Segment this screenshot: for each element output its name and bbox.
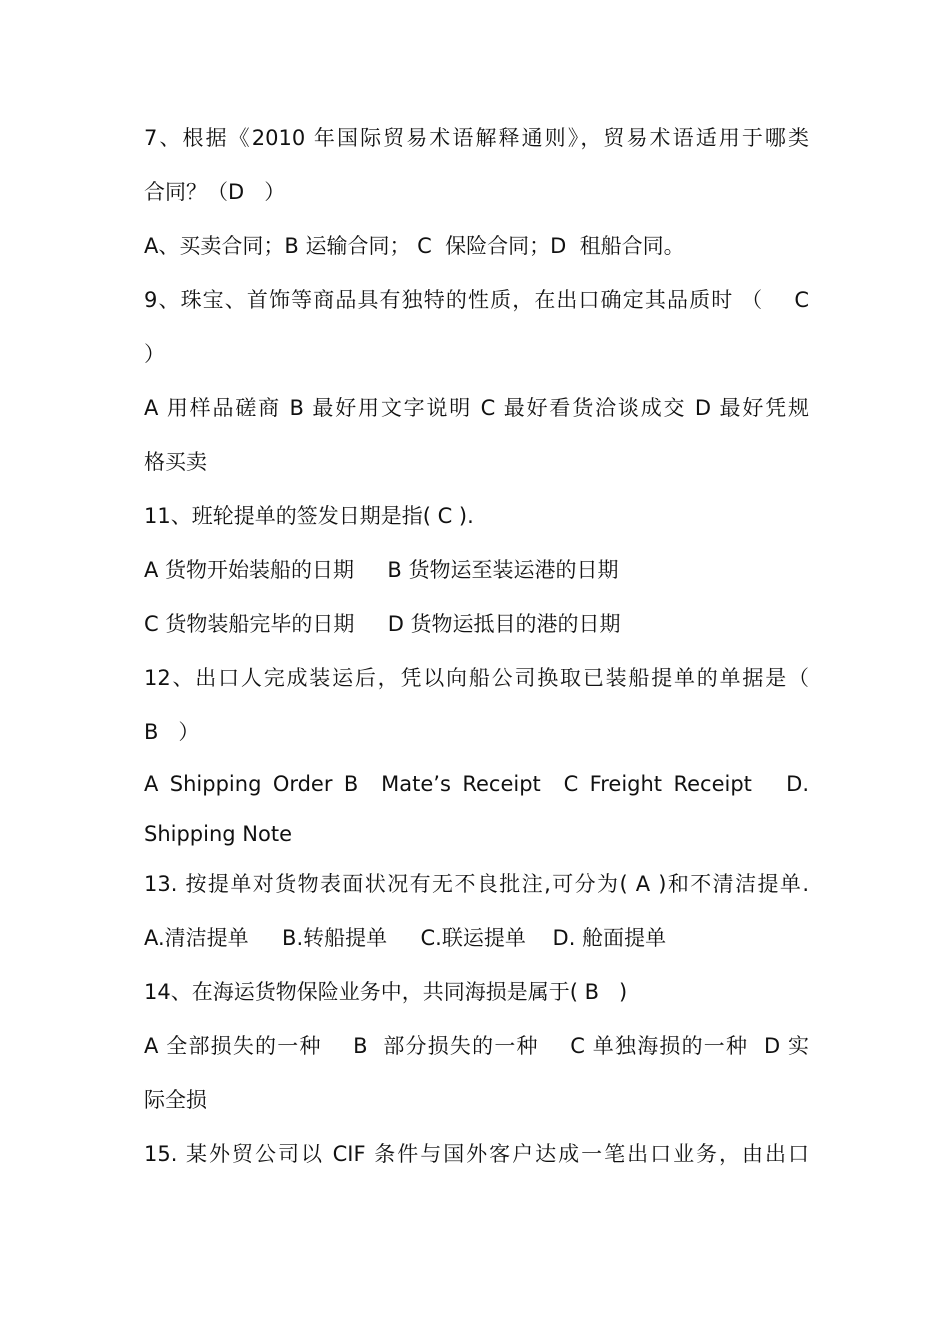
text-line-q7-options: A、买卖合同；B 运输合同； C 保险合同；D 租船合同。: [144, 234, 685, 258]
text-line-q9-title: 9、珠宝、首饰等商品具有独特的性质，在出口确定其品质时 （ C: [144, 288, 809, 312]
text-line-q15-title: 15. 某外贸公司以 CIF 条件与国外客户达成一笔出口业务，由出口: [144, 1142, 809, 1166]
text-line-q7-title: 7、根据《2010 年国际贸易术语解释通则》，贸易术语适用于哪类: [144, 126, 809, 150]
text-line-q13-options: A.清洁提单 B.转船提单 C.联运提单 D. 舱面提单: [144, 926, 667, 950]
text-line-q14-title: 14、在海运货物保险业务中，共同海损是属于( B ): [144, 980, 628, 1004]
text-line-q12-options: A Shipping Order B Mate’s Receipt C Freight Receipt D.: [144, 772, 809, 796]
text-line-q9-options-cont: 格买卖: [144, 450, 207, 474]
text-line-q14-options: A 全部损失的一种 B 部分损失的一种 C 单独海损的一种 D 实: [144, 1034, 809, 1058]
text-line-q13-title: 13. 按提单对货物表面状况有无不良批注,可分为( A )和不清洁提单.: [144, 872, 809, 896]
text-line-q9-options: A 用样品磋商 B 最好用文字说明 C 最好看货洽谈成交 D 最好凭规: [144, 396, 809, 420]
text-line-q11-options-ab: A 货物开始装船的日期 B 货物运至装运港的日期: [144, 558, 619, 582]
text-line-q12-title: 12、出口人完成装运后，凭以向船公司换取已装船提单的单据是（: [144, 666, 809, 690]
text-line-q14-options-cont: 际全损: [144, 1088, 207, 1112]
text-line-q12-options-cont: Shipping Note: [144, 822, 292, 846]
text-line-q7-title-cont: 合同？（D ）: [144, 180, 286, 204]
text-line-q9-title-cont: ）: [144, 342, 165, 366]
text-line-q11-title: 11、班轮提单的签发日期是指( C ).: [144, 504, 474, 528]
text-line-q11-options-cd: C 货物装船完毕的日期 D 货物运抵目的港的日期: [144, 612, 621, 636]
text-line-q12-title-cont: B ）: [144, 720, 200, 744]
